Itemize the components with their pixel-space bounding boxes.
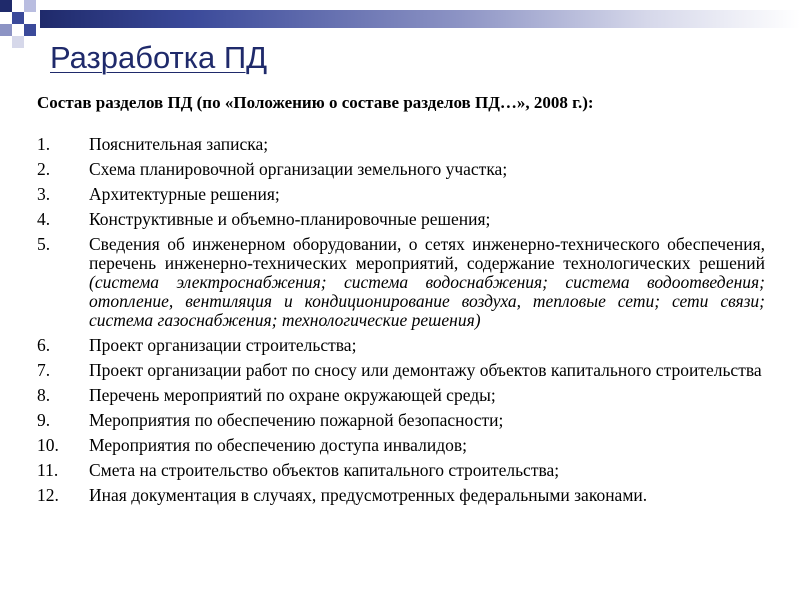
item-number: 7. [37,360,51,380]
list-item [37,185,765,204]
item-text: Пояснительная записка; [89,134,269,154]
header-gradient-bar [40,10,800,28]
slide-title: Разработка ПД [50,40,268,75]
item-number: 12. [37,485,59,505]
item-number: 11. [37,460,59,480]
item-text: Схема планировочной организации земельного участка; [89,159,508,179]
list-item [37,160,765,179]
decor-square [24,24,36,36]
item-text-italic: (система электроснабжения; система водоснабжения; система водоотведения; отопление, вентиляция и кондиционирование воздуха, тепловые сети; сети связи; система газоснабжения; технологические решения) [89,272,765,330]
list-item [37,135,765,154]
item-text: Архитектурные решения; [89,184,280,204]
slide-subtitle: Состав разделов ПД (по «Положению о составе разделов ПД…», 2008 г.): [37,93,594,112]
list-item [37,210,765,229]
item-text: Иная документация в случаях, предусмотренных федеральными законами. [89,485,648,505]
decor-square [0,36,12,48]
item-text: Мероприятия по обеспечению доступа инвалидов; [89,435,467,455]
decor-square [12,36,24,48]
list-item [37,361,765,380]
item-text: Проект организации работ по сносу или демонтажу объектов капитального строительства [89,360,762,380]
decor-square [24,12,36,24]
item-number: 3. [37,184,51,204]
decor-square [0,12,12,24]
item-number: 8. [37,385,51,405]
item-text: Сведения об инженерном оборудовании, о сетях инженерно-технического обеспечения, перечень инженерно-технических мероприятий, содержание технологических решений [89,234,765,273]
list-item [37,411,765,430]
decor-square [12,0,24,12]
decor-square [12,24,24,36]
item-number: 9. [37,410,51,430]
item-text: Мероприятия по обеспечению пожарной безопасности; [89,410,504,430]
decor-square [24,0,36,12]
item-text: Проект организации строительства; [89,335,357,355]
item-number: 2. [37,159,51,179]
item-number: 6. [37,335,51,355]
decor-square [0,24,12,36]
item-text: Перечень мероприятий по охране окружающей среды; [89,385,496,405]
decor-square [12,12,24,24]
list-item [37,235,765,330]
list-item [37,436,765,455]
item-number: 4. [37,209,51,229]
item-number: 1. [37,134,51,154]
sections-list [37,135,765,511]
list-item [37,461,765,480]
list-item [37,336,765,355]
item-number: 5. [37,234,51,254]
item-text: Конструктивные и объемно-планировочные решения; [89,209,491,229]
item-number: 10. [37,435,59,455]
item-text: Смета на строительство объектов капитального строительства; [89,460,560,480]
list-item [37,386,765,405]
list-item [37,486,765,505]
decor-square [0,0,12,12]
